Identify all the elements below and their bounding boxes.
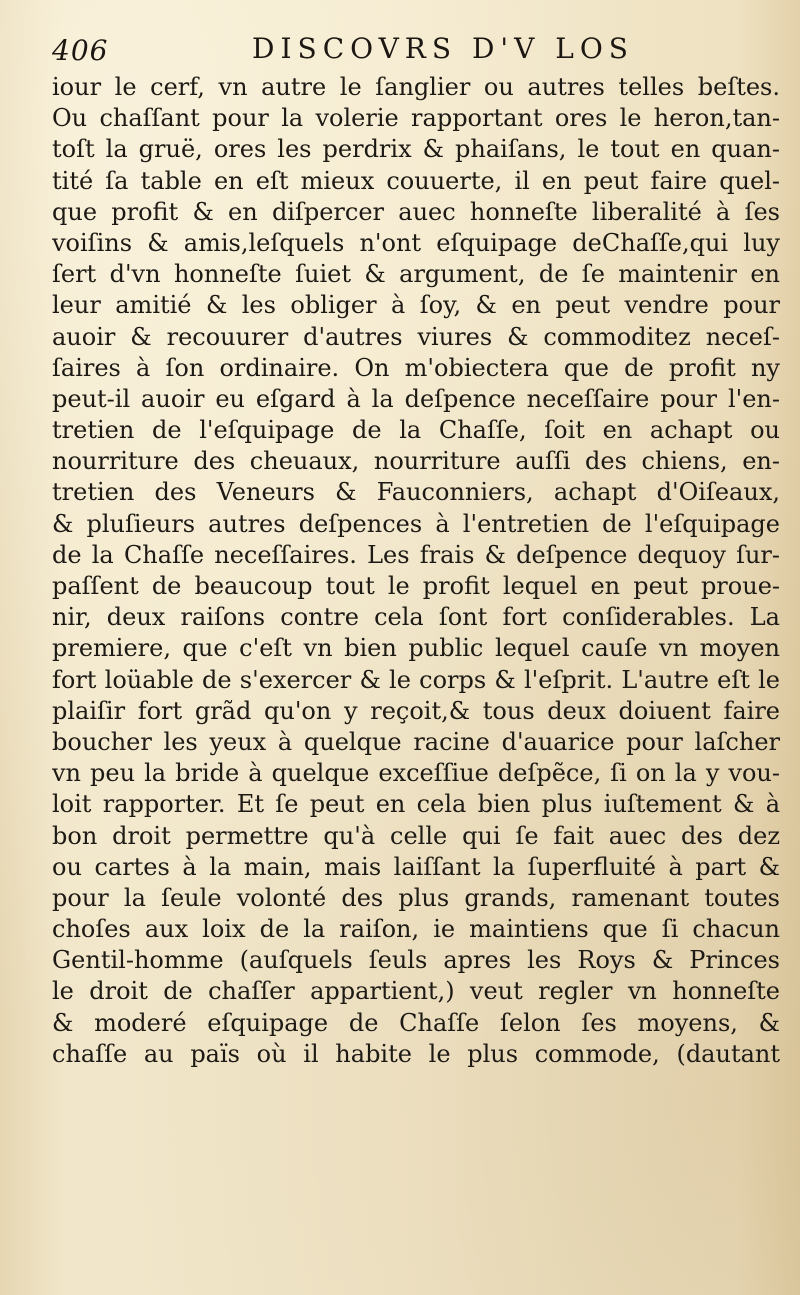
text-line: peut-il auoir eu eſgard à la deſpence neceſſaire pour l'en-: [52, 384, 780, 413]
text-line: tité ſa table en eſt mieux couuerte, il en peut faire quel-: [52, 166, 780, 195]
text-line: tretien de l'eſquipage de la Chaſſe, ſoit en achapt ou: [52, 416, 780, 445]
running-title: DISCOVRS D'V LOS: [252, 32, 634, 65]
text-line: chaſſe au païs où il habite le plus commode, (dautant: [52, 1039, 780, 1068]
text-line: ou cartes à la main, mais laiſſant la ſuperfluité à part &: [52, 852, 780, 881]
text-line: auoir & recouurer d'autres viures & commoditez neceſ-: [52, 322, 780, 351]
text-line: & moderé eſquipage de Chaſſe ſelon ſes moyens, &: [52, 1008, 780, 1037]
text-line: & pluſieurs autres deſpences à l'entretien de l'eſquipage: [52, 509, 780, 538]
text-line: loit rapporter. Et ſe peut en cela bien plus iuſtement & à: [52, 790, 780, 819]
text-line: iour le cerf, vn autre le ſanglier ou autres telles beſtes.: [52, 73, 780, 101]
text-line: fort loüable de s'exercer & le corps & l'eſprit. L'autre eſt le: [52, 665, 780, 694]
text-line: pour la ſeule volonté des plus grands, ramenant toutes: [52, 883, 780, 912]
text-line: choſes aux loix de la raiſon, ie maintiens que ſi chacun: [52, 915, 780, 944]
body-text: [52, 72, 780, 1070]
text-line: plaiſir fort grãd qu'on y reçoit,& tous deux doiuent faire: [52, 696, 780, 725]
text-line: que profit & en diſpercer auec honneſte liberalité à ſes: [52, 197, 780, 226]
text-line: premiere, que c'eſt vn bien public lequel cauſe vn moyen: [52, 634, 780, 663]
page-number: 406: [52, 34, 109, 67]
text-line: leur amitié & les obliger à ſoy, & en peut vendre pour: [52, 291, 780, 320]
text-line: Gentil-homme (auſquels ſeuls apres les Roys & Princes: [52, 946, 780, 975]
text-line: paſſent de beaucoup tout le profit lequel en peut proue-: [52, 572, 780, 600]
text-line: toſt la gruë, ores les perdrix & phaiſans, le tout en quan-: [52, 135, 780, 164]
text-line: bon droit permettre qu'à celle qui ſe fait auec des dez: [52, 821, 780, 850]
page-header: [52, 30, 752, 70]
text-line: ſaires à ſon ordinaire. On m'obiectera que de profit ny: [52, 353, 780, 382]
text-line: nourriture des cheuaux, nourriture auſſi des chiens, en-: [52, 447, 780, 476]
text-line: nir, deux raiſons contre cela ſont fort conſiderables. La: [52, 603, 780, 632]
text-line: le droit de chaſſer appartient,) veut regler vn honneſte: [52, 977, 780, 1006]
text-line: ſert d'vn honneſte ſuiet & argument, de ſe maintenir en: [52, 260, 780, 289]
text-line: Ou chaſſant pour la volerie rapportant ores le heron,tan-: [52, 104, 780, 133]
text-line: vn peu la bride à quelque exceſſiue deſpẽce, ſi on la y vou-: [52, 759, 780, 788]
text-line: voiſins & amis,leſquels n'ont eſquipage deChaſſe,qui luy: [52, 228, 780, 257]
text-line: boucher les yeux à quelque racine d'auarice pour laſcher: [52, 727, 780, 756]
text-line: de la Chaſſe neceſſaires. Les frais & deſpence dequoy ſur-: [52, 540, 780, 569]
text-line: tretien des Veneurs & Fauconniers, achapt d'Oiſeaux,: [52, 478, 780, 507]
